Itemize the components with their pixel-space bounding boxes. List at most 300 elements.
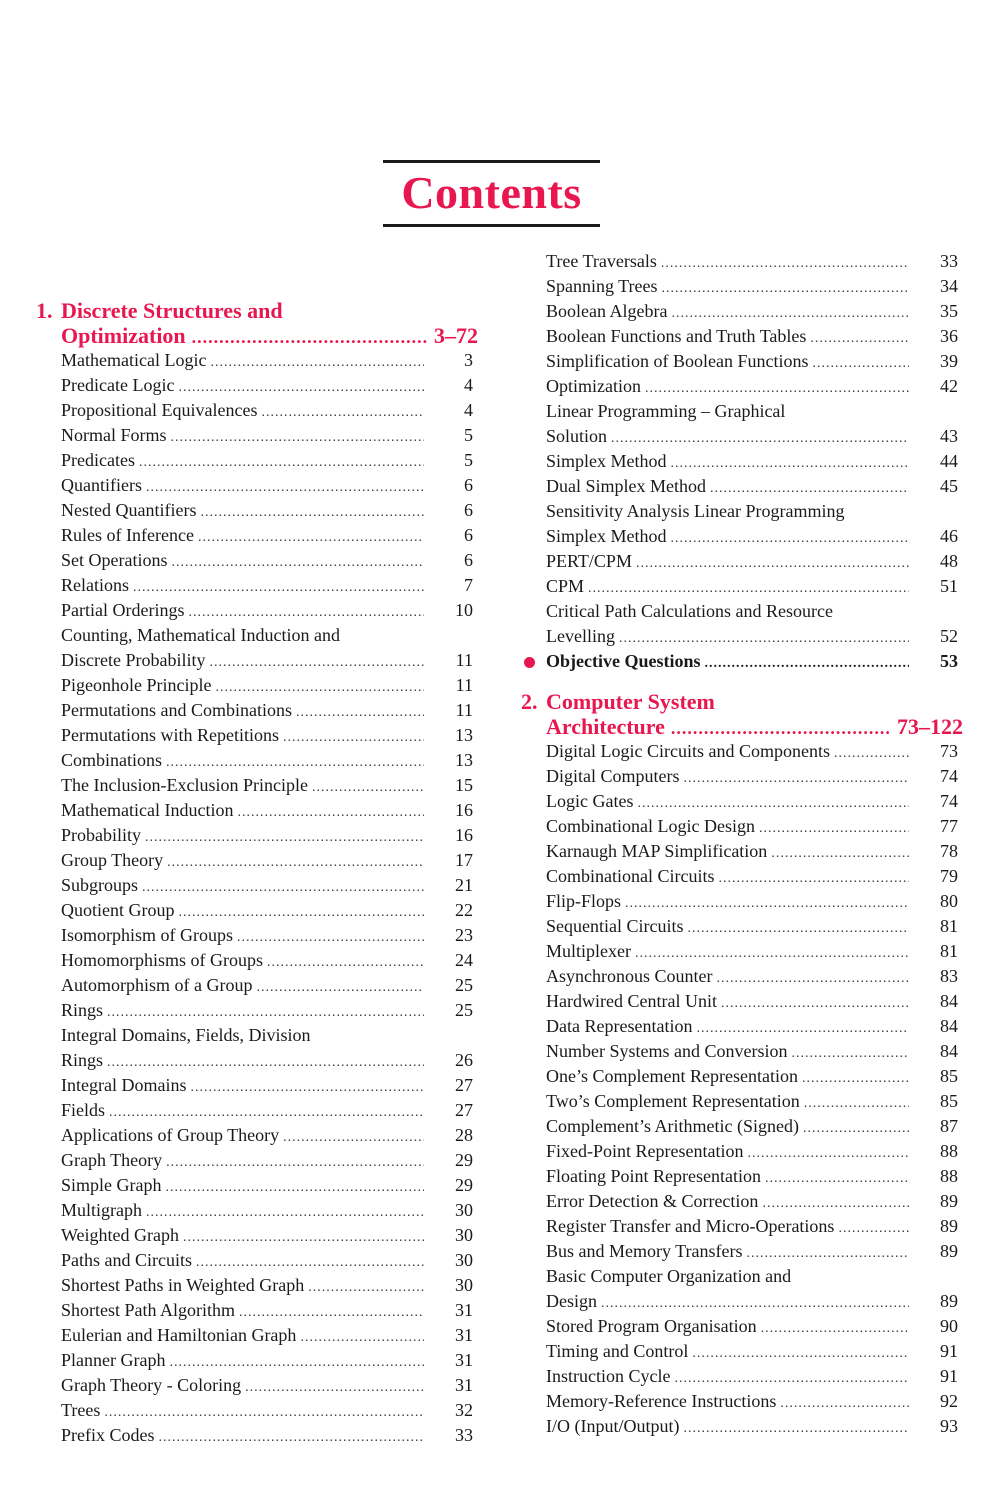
dot-leader: [104, 1400, 424, 1425]
toc-entry[interactable]: [30, 473, 478, 498]
dot-leader: [183, 1225, 424, 1250]
toc-entry[interactable]: [515, 1114, 963, 1139]
toc-entry[interactable]: [30, 848, 478, 873]
entry-page: 88: [940, 1166, 958, 1186]
dot-leader: [710, 476, 909, 501]
entry-page: 22: [455, 900, 473, 920]
entry-label: Permutations and Combinations: [61, 700, 292, 720]
toc-entry[interactable]: [30, 998, 478, 1023]
entry-page: 84: [940, 1041, 958, 1061]
entry-page: 7: [464, 575, 473, 595]
entry-page: 29: [455, 1175, 473, 1195]
toc-entry[interactable]: [515, 889, 963, 914]
entry-label: Sequential Circuits: [546, 916, 684, 936]
entry-label: Rings: [61, 1000, 104, 1020]
chapter-page-range: 3–72: [434, 323, 478, 348]
dot-leader: [834, 741, 909, 766]
toc-entry[interactable]: [515, 1039, 963, 1064]
entry-page: 81: [940, 941, 958, 961]
toc-entry[interactable]: [515, 549, 963, 574]
left-column: [30, 298, 478, 1448]
entry-label: Nested Quantifiers: [61, 500, 197, 520]
entry-label: Integral Domains: [61, 1075, 187, 1095]
toc-entry[interactable]: [515, 989, 963, 1014]
toc-entry[interactable]: [515, 274, 963, 299]
toc-entry[interactable]: [30, 623, 478, 648]
entry-page: 46: [940, 526, 958, 546]
toc-entry[interactable]: [30, 423, 478, 448]
toc-entry[interactable]: [515, 1089, 963, 1114]
toc-entry[interactable]: [30, 1373, 478, 1398]
entry-label: Eulerian and Hamiltonian Graph: [61, 1325, 297, 1345]
toc-entry[interactable]: [515, 1214, 963, 1239]
toc-entry[interactable]: [515, 249, 963, 274]
dot-leader: [261, 400, 424, 425]
entry-page: 5: [464, 450, 473, 470]
entry-label: Discrete Probability: [61, 650, 206, 670]
toc-entry[interactable]: [515, 814, 963, 839]
entry-label: PERT/CPM: [546, 551, 632, 571]
dot-leader: [198, 525, 424, 550]
dot-leader: [645, 376, 909, 401]
dot-leader: [239, 1300, 424, 1325]
entry-page: 25: [455, 975, 473, 995]
toc-entry[interactable]: [30, 798, 478, 823]
chapter-title-line1: Discrete Structures and: [61, 298, 283, 323]
toc-entry[interactable]: [30, 723, 478, 748]
entry-page: 87: [940, 1116, 958, 1136]
dot-leader: [196, 1250, 424, 1275]
dot-leader: [636, 551, 909, 576]
entry-label: Set Operations: [61, 550, 168, 570]
toc-entry[interactable]: [515, 1189, 963, 1214]
toc-entry[interactable]: [30, 498, 478, 523]
entry-label: CPM: [546, 576, 585, 596]
entry-label: Homomorphisms of Groups: [61, 950, 263, 970]
entry-page: 33: [940, 251, 958, 271]
toc-entry[interactable]: [515, 1414, 963, 1439]
entry-page: 84: [940, 991, 958, 1011]
entry-page: 16: [455, 825, 473, 845]
entry-label: Boolean Algebra: [546, 301, 668, 321]
entry-page: 90: [940, 1316, 958, 1336]
toc-entry[interactable]: [30, 898, 478, 923]
toc-entry[interactable]: [30, 548, 478, 573]
entry-label: Design: [546, 1291, 597, 1311]
toc-entry[interactable]: [30, 573, 478, 598]
dot-leader: [300, 1325, 424, 1350]
toc-entry[interactable]: [515, 964, 963, 989]
toc-entry[interactable]: [515, 1339, 963, 1364]
entry-label: Pigeonhole Principle: [61, 675, 212, 695]
toc-entry[interactable]: [30, 398, 478, 423]
toc-entry[interactable]: [30, 1148, 478, 1173]
entry-page: 24: [455, 950, 473, 970]
entry-page: 89: [940, 1191, 958, 1211]
entry-page: 6: [464, 500, 473, 520]
toc-entry[interactable]: [30, 1323, 478, 1348]
right-entry-list: [515, 739, 963, 1439]
entry-label: Weighted Graph: [61, 1225, 180, 1245]
dot-leader: [637, 791, 909, 816]
toc-entry[interactable]: [515, 324, 963, 349]
entry-page: 42: [940, 376, 958, 396]
toc-entry[interactable]: [515, 474, 963, 499]
toc-entry[interactable]: [515, 939, 963, 964]
dot-leader: [671, 451, 910, 476]
chapter-title-text: Optimization: [61, 323, 186, 348]
dot-leader: [687, 916, 909, 941]
entry-label: Error Detection & Correction: [546, 1191, 759, 1211]
dot-leader: [674, 1366, 909, 1391]
toc-entry[interactable]: [30, 348, 478, 373]
toc-entry[interactable]: [515, 599, 963, 624]
dot-leader: [780, 1391, 909, 1416]
toc-entry[interactable]: [515, 839, 963, 864]
toc-entry[interactable]: [515, 764, 963, 789]
entry-label: Linear Programming – Graphical: [546, 401, 786, 421]
toc-entry[interactable]: [30, 523, 478, 548]
entry-page: 91: [940, 1366, 958, 1386]
chapter-heading[interactable]: [30, 298, 478, 348]
dot-leader: [146, 1200, 424, 1225]
dot-leader: [256, 975, 424, 1000]
entry-label: Sensitivity Analysis Linear Programming: [546, 501, 845, 521]
entry-page: 26: [455, 1050, 473, 1070]
dot-leader: [107, 1000, 424, 1025]
toc-entry[interactable]: [515, 349, 963, 374]
toc-entry[interactable]: [515, 1289, 963, 1314]
dot-leader: [245, 1375, 424, 1400]
toc-entry[interactable]: [30, 1423, 478, 1448]
toc-entry[interactable]: [515, 864, 963, 889]
toc-entry[interactable]: [30, 973, 478, 998]
dot-leader: [791, 1041, 909, 1066]
entry-label: Automorphism of a Group: [61, 975, 253, 995]
toc-entry[interactable]: [30, 1223, 478, 1248]
entry-label: Mathematical Logic: [61, 350, 207, 370]
entry-label: Group Theory: [61, 850, 164, 870]
entry-page: 93: [940, 1416, 958, 1436]
entry-page: 89: [940, 1291, 958, 1311]
entry-label: Normal Forms: [61, 425, 167, 445]
entry-page: 36: [940, 326, 958, 346]
entry-label: Digital Computers: [546, 766, 680, 786]
entry-page: 79: [940, 866, 958, 886]
dot-leader: [812, 351, 909, 376]
entry-page: 35: [940, 301, 958, 321]
entry-page: 85: [940, 1066, 958, 1086]
entry-label: Spanning Trees: [546, 276, 658, 296]
dot-leader: [619, 626, 909, 651]
toc-entry[interactable]: [30, 773, 478, 798]
objective-questions-entry[interactable]: [515, 649, 963, 674]
toc-entry[interactable]: [515, 739, 963, 764]
dot-leader: [188, 600, 424, 625]
entry-page: 11: [455, 650, 473, 670]
toc-entry[interactable]: [515, 914, 963, 939]
entry-label: Paths and Circuits: [61, 1250, 192, 1270]
dot-leader: [588, 576, 909, 601]
dot-leader: [296, 700, 424, 725]
dot-leader: [283, 1125, 424, 1150]
toc-entry[interactable]: [515, 1164, 963, 1189]
chapter-heading[interactable]: [515, 689, 963, 739]
entry-page: 78: [940, 841, 958, 861]
entry-page: 34: [940, 276, 958, 296]
toc-entry[interactable]: [30, 1298, 478, 1323]
entry-label: Quotient Group: [61, 900, 175, 920]
entry-label: One’s Complement Representation: [546, 1066, 798, 1086]
entry-label: Dual Simplex Method: [546, 476, 706, 496]
dot-leader: [308, 1275, 424, 1300]
entry-page: 45: [940, 476, 958, 496]
entry-label: Probability: [61, 825, 141, 845]
toc-entry[interactable]: [515, 574, 963, 599]
toc-entry[interactable]: [30, 373, 478, 398]
entry-label: Two’s Complement Representation: [546, 1091, 800, 1111]
toc-entry[interactable]: [515, 449, 963, 474]
entry-page: 44: [940, 451, 958, 471]
dot-leader: [747, 1241, 910, 1266]
toc-entry[interactable]: [515, 524, 963, 549]
toc-entry[interactable]: [515, 789, 963, 814]
page-title: Contents: [401, 167, 582, 218]
toc-entry[interactable]: [30, 1198, 478, 1223]
toc-entry[interactable]: [515, 299, 963, 324]
dot-leader: [237, 800, 424, 825]
dot-leader: [802, 1066, 909, 1091]
entry-label: Predicates: [61, 450, 135, 470]
entry-label: Critical Path Calculations and Resource: [546, 601, 833, 621]
dot-leader: [169, 1350, 424, 1375]
dot-leader: [178, 375, 424, 400]
dot-leader: [662, 276, 909, 301]
dot-leader: [771, 841, 909, 866]
entry-label: Hardwired Central Unit: [546, 991, 717, 1011]
right-column: [515, 249, 963, 1439]
entry-label: Simple Graph: [61, 1175, 162, 1195]
toc-entry[interactable]: [30, 1048, 478, 1073]
entry-label: Applications of Group Theory: [61, 1125, 280, 1145]
dot-leader: [192, 325, 428, 350]
toc-entry[interactable]: [515, 1389, 963, 1414]
toc-entry[interactable]: [515, 1139, 963, 1164]
dot-leader: [166, 1175, 425, 1200]
entry-label: Register Transfer and Micro-Operations: [546, 1216, 835, 1236]
toc-entry[interactable]: [515, 399, 963, 424]
dot-leader: [283, 725, 424, 750]
toc-entry[interactable]: [515, 1314, 963, 1339]
dot-leader: [692, 1341, 909, 1366]
dot-leader: [215, 675, 424, 700]
toc-entry[interactable]: [30, 923, 478, 948]
entry-page: 15: [455, 775, 473, 795]
entry-label: Partial Orderings: [61, 600, 185, 620]
toc-entry[interactable]: [30, 1023, 478, 1048]
toc-entry[interactable]: [30, 748, 478, 773]
entry-page: 51: [940, 576, 958, 596]
entry-label: Graph Theory: [61, 1150, 163, 1170]
chapter-page-range: 73–122: [897, 714, 963, 739]
entry-label: Memory-Reference Instructions: [546, 1391, 777, 1411]
dot-leader: [107, 1050, 424, 1075]
entry-page: 29: [455, 1150, 473, 1170]
toc-entry[interactable]: [30, 1123, 478, 1148]
entry-page: 31: [455, 1325, 473, 1345]
toc-entry[interactable]: [515, 1014, 963, 1039]
entry-page: 89: [940, 1216, 958, 1236]
entry-label: Boolean Functions and Truth Tables: [546, 326, 807, 346]
toc-entry[interactable]: [30, 673, 478, 698]
dot-leader: [721, 991, 909, 1016]
entry-label: Multiplexer: [546, 941, 631, 961]
toc-entry[interactable]: [515, 1264, 963, 1289]
entry-label: Instruction Cycle: [546, 1366, 671, 1386]
entry-page: 84: [940, 1016, 958, 1036]
dot-leader: [166, 750, 424, 775]
entry-label: Rings: [61, 1050, 104, 1070]
toc-entry[interactable]: [515, 1064, 963, 1089]
entry-label: Shortest Paths in Weighted Graph: [61, 1275, 305, 1295]
dot-leader: [719, 866, 910, 891]
toc-entry[interactable]: [30, 448, 478, 473]
entry-page: 31: [455, 1375, 473, 1395]
entry-label: Graph Theory - Coloring: [61, 1375, 242, 1395]
dot-leader: [601, 1291, 909, 1316]
entry-label: Asynchronous Counter: [546, 966, 713, 986]
toc-entry[interactable]: [30, 873, 478, 898]
chapter-title-text: Architecture: [546, 714, 665, 739]
dot-leader: [611, 426, 909, 451]
dot-leader: [166, 1150, 424, 1175]
entry-page: 48: [940, 551, 958, 571]
entry-page: 83: [940, 966, 958, 986]
toc-entry[interactable]: [515, 1239, 963, 1264]
dot-leader: [761, 1316, 909, 1341]
entry-page: 73: [940, 741, 958, 761]
toc-entry[interactable]: [30, 948, 478, 973]
toc-entry[interactable]: [30, 1273, 478, 1298]
toc-entry[interactable]: [30, 698, 478, 723]
dot-leader: [167, 850, 424, 875]
dot-leader: [759, 816, 909, 841]
entry-page: 74: [940, 791, 958, 811]
dot-leader: [838, 1216, 909, 1241]
entry-page: 25: [455, 1000, 473, 1020]
entry-page: 88: [940, 1141, 958, 1161]
entry-page: 31: [455, 1350, 473, 1370]
entry-label: Floating Point Representation: [546, 1166, 761, 1186]
entry-label: Digital Logic Circuits and Components: [546, 741, 830, 761]
toc-entry[interactable]: [30, 1348, 478, 1373]
dot-leader: [671, 716, 891, 741]
dot-leader: [696, 1016, 909, 1041]
dot-leader: [810, 326, 909, 351]
dot-leader: [142, 875, 424, 900]
entry-page: 13: [455, 725, 473, 745]
toc-entry[interactable]: [515, 424, 963, 449]
toc-entry[interactable]: [515, 1364, 963, 1389]
entry-page: 27: [455, 1100, 473, 1120]
entry-page: 21: [455, 875, 473, 895]
dot-leader: [139, 450, 424, 475]
entry-page: 5: [464, 425, 473, 445]
dot-leader: [171, 425, 425, 450]
toc-entry[interactable]: [30, 1398, 478, 1423]
dot-leader: [716, 966, 909, 991]
dot-leader: [762, 1191, 909, 1216]
entry-label: Levelling: [546, 626, 615, 646]
entry-page: 39: [940, 351, 958, 371]
entry-page: 17: [455, 850, 473, 870]
dot-leader: [671, 301, 909, 326]
toc-entry[interactable]: [515, 374, 963, 399]
right-entry-list-top: [515, 249, 963, 649]
entry-label: Number Systems and Conversion: [546, 1041, 788, 1061]
entry-label: I/O (Input/Output): [546, 1416, 680, 1436]
dot-leader: [109, 1100, 424, 1125]
entry-page: 30: [455, 1225, 473, 1245]
toc-entry[interactable]: [30, 598, 478, 623]
toc-entry[interactable]: [30, 823, 478, 848]
entry-label: Complement’s Arithmetic (Signed): [546, 1116, 799, 1136]
dot-leader: [765, 1166, 909, 1191]
entry-page: 6: [464, 550, 473, 570]
entry-label: Relations: [61, 575, 129, 595]
dot-leader: [625, 891, 909, 916]
entry-page: 16: [455, 800, 473, 820]
chapter-title-line2: [30, 323, 478, 348]
toc-entry[interactable]: [30, 648, 478, 673]
entry-label: Rules of Inference: [61, 525, 194, 545]
entry-label: Solution: [546, 426, 608, 446]
entry-page: 80: [940, 891, 958, 911]
entry-page: 74: [940, 766, 958, 786]
entry-label: Predicate Logic: [61, 375, 175, 395]
entry-label: Flip-Flops: [546, 891, 622, 911]
entry-label: Shortest Path Algorithm: [61, 1300, 236, 1320]
toc-entry[interactable]: [30, 1173, 478, 1198]
left-entry-list: [30, 348, 478, 1448]
dot-leader: [178, 900, 424, 925]
dot-leader: [312, 775, 424, 800]
toc-entry[interactable]: [30, 1248, 478, 1273]
dot-leader: [237, 925, 424, 950]
dot-leader: [209, 650, 424, 675]
entry-page: 77: [940, 816, 958, 836]
dot-leader: [747, 1141, 909, 1166]
entry-label: Karnaugh MAP Simplification: [546, 841, 768, 861]
entry-label: Propositional Equivalences: [61, 400, 258, 420]
dot-leader: [210, 350, 424, 375]
entry-label: The Inclusion-Exclusion Principle: [61, 775, 308, 795]
toc-entry[interactable]: [515, 499, 963, 524]
toc-entry[interactable]: [30, 1098, 478, 1123]
toc-entry[interactable]: [30, 1073, 478, 1098]
toc-entry[interactable]: [515, 624, 963, 649]
entry-label: Fixed-Point Representation: [546, 1141, 744, 1161]
entry-label: Quantifiers: [61, 475, 142, 495]
entry-label: Permutations with Repetitions: [61, 725, 279, 745]
entry-page: 27: [455, 1075, 473, 1095]
entry-label: Optimization: [546, 376, 641, 396]
entry-page: 6: [464, 525, 473, 545]
entry-label: Simplification of Boolean Functions: [546, 351, 809, 371]
entry-label: Basic Computer Organization and: [546, 1266, 792, 1286]
dot-leader: [635, 941, 909, 966]
dot-leader: [803, 1116, 909, 1141]
